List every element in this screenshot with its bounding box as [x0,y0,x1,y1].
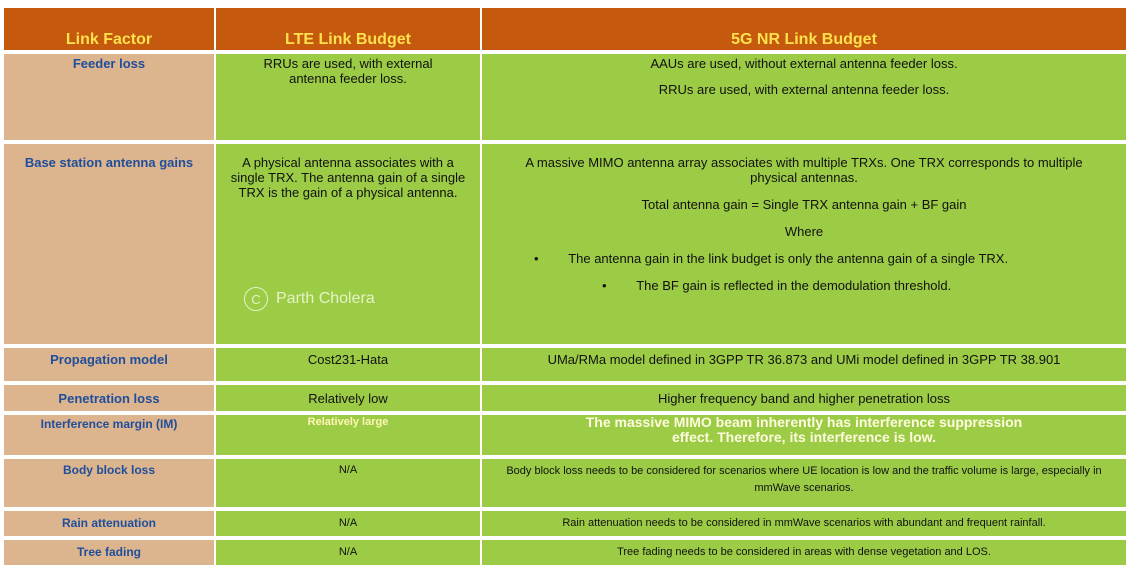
factor-interference-margin: Interference margin (IM) [4,415,214,455]
factor-rain-attenuation: Rain attenuation [4,511,214,536]
nr-body-block-loss: Body block loss needs to be considered for scenarios where UE location is low and the traffic volume is large, especially in mmWave scenarios. [482,459,1126,507]
nr-feeder-loss [482,54,1126,140]
nr-bs-gain-bullet-2: • The BF gain is reflected in the demodulation threshold. [602,278,952,293]
factor-penetration-loss: Penetration loss [4,385,214,411]
factor-propagation-model: Propagation model [4,348,214,381]
nr-bs-gain-text-1: A massive MIMO antenna array associates with multiple TRXs. One TRX corresponds to multiple physical antennas. [525,155,1083,185]
header-5g-nr-link-budget: 5G NR Link Budget [482,8,1126,50]
link-budget-table [4,8,1122,565]
nr-bs-gain-bullet-1: • The antenna gain in the link budget is only the antenna gain of a single TRX. [534,251,1009,266]
lte-propagation-model: Cost231-Hata [216,348,480,381]
watermark-text: Parth Cholera [276,290,375,307]
factor-body-block-loss: Body block loss [4,459,214,507]
lte-base-station-antenna-gains [216,144,480,344]
factor-tree-fading: Tree fading [4,540,214,565]
nr-propagation-model: UMa/RMa model defined in 3GPP TR 36.873 and UMi model defined in 3GPP TR 38.901 [482,348,1126,381]
factor-base-station-antenna-gains: Base station antenna gains [4,144,214,344]
lte-feeder-loss [216,54,480,140]
bullet-icon: • [534,251,539,266]
factor-feeder-loss: Feeder loss [4,54,214,140]
nr-feeder-text-1: AAUs are used, without external antenna feeder loss. [650,56,958,71]
watermark [244,287,375,311]
lte-bs-gain-text: A physical antenna associates with a single TRX. The antenna gain of a single TRX is the gain of a physical antenna. [230,155,466,200]
lte-penetration-loss: Relatively low [216,385,480,411]
lte-feeder-text: RRUs are used, with external antenna feeder loss. [263,56,433,86]
lte-body-block-loss: N/A [216,459,480,507]
nr-rain-attenuation: Rain attenuation needs to be considered in mmWave scenarios with abundant and frequent rainfall. [482,511,1126,536]
header-lte-link-budget: LTE Link Budget [216,8,480,50]
nr-bs-gain-text-3: Where [784,224,824,239]
nr-feeder-text-2: RRUs are used, with external antenna feeder loss. [658,82,950,97]
bullet-icon: • [602,278,607,293]
lte-interference-margin: Relatively large [216,415,480,455]
copyright-icon: C [244,287,268,311]
nr-interference-margin: The massive MIMO beam inherently has interference suppression effect. Therefore, its interference is low. [482,415,1126,455]
nr-base-station-antenna-gains [482,144,1126,344]
header-link-factor: Link Factor [4,8,214,50]
nr-tree-fading: Tree fading needs to be considered in areas with dense vegetation and LOS. [482,540,1126,565]
lte-rain-attenuation: N/A [216,511,480,536]
nr-penetration-loss: Higher frequency band and higher penetration loss [482,385,1126,411]
nr-bs-gain-text-2: Total antenna gain = Single TRX antenna gain + BF gain [641,197,967,212]
lte-tree-fading: N/A [216,540,480,565]
